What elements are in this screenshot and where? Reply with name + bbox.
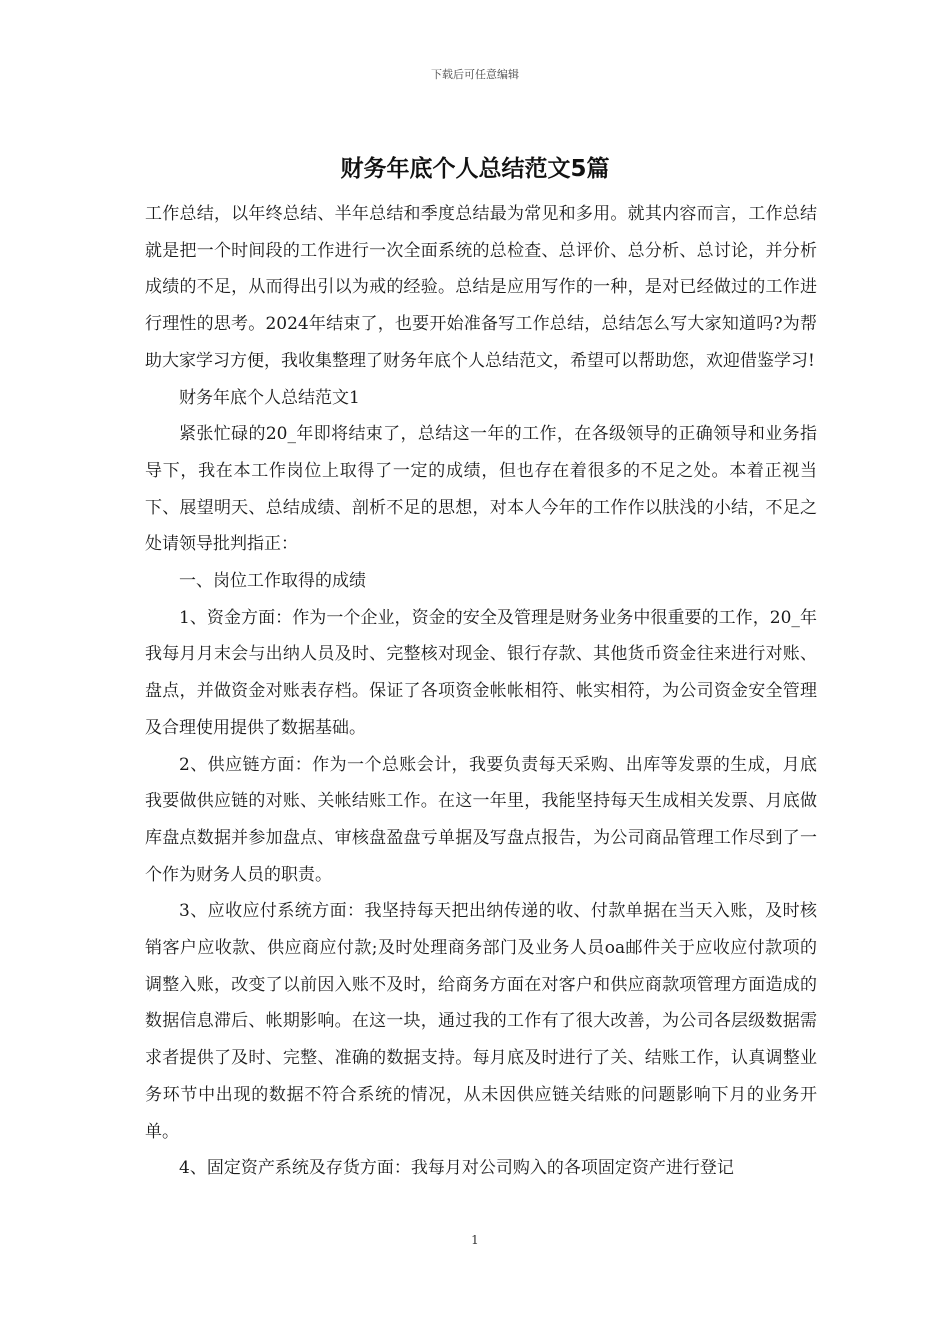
header-note: 下载后可任意编辑 (431, 68, 519, 81)
subsection-heading: 一、岗位工作取得的成绩 (179, 571, 366, 592)
document-title: 财务年底个人总结范文5篇 (340, 156, 610, 182)
body-paragraph: 3、应收应付系统方面：我坚持每天把出纳传递的收、付款单据在当天入账，及时核销客户应收款、供应商应付款;及时处理商务部门及业务人员oa邮件关于应收应付款项的调整入账，改变了以前因入账不及时，给商务方面在对客户和供应商款项管理方面造成的数据信息滞后、帐期影响。在这一块，通过我的工作有了很大改善，为公司各层级数据需求者提供了及时、完整、准确的数据支持。每月底及时进行了关、结账工作，认真调整业务环节中出现的数据不符合系统的情况，从未因供应链关结账的问题影响下月的业务开单。 (145, 901, 817, 1142)
body-paragraph: 2、供应链方面：作为一个总账会计，我要负责每天采购、出库等发票的生成，月底我要做供应链的对账、关帐结账工作。在这一年里，我能坚持每天生成相关发票、月底做库盘点数据并参加盘点、审核盘盈盘亏单据及写盘点报告，为公司商品管理工作尽到了一个作为财务人员的职责。 (145, 754, 817, 885)
body-paragraph: 1、资金方面：作为一个企业，资金的安全及管理是财务业务中很重要的工作，20_年我每月月末会与出纳人员及时、完整核对现金、银行存款、其他货币资金往来进行对账、盘点，并做资金对账表存档。保证了各项资金帐帐相符、帐实相符，为公司资金安全管理及合理使用提供了数据基础。 (145, 607, 817, 738)
body-paragraph: 4、固定资产系统及存货方面：我每月对公司购入的各项固定资产进行登记 (179, 1158, 734, 1179)
page-number: 1 (471, 1233, 479, 1247)
body-paragraph: 紧张忙碌的20_年即将结束了，总结这一年的工作，在各级领导的正确领导和业务指导下，我在本工作岗位上取得了一定的成绩，但也存在着很多的不足之处。本着正视当下、展望明天、总结成绩、剖析不足的思想，对本人今年的工作作以肤浅的小结，不足之处请领导批判指正： (145, 424, 817, 555)
section-heading: 财务年底个人总结范文1 (179, 387, 360, 408)
document-body (145, 196, 817, 1187)
intro-paragraph: 工作总结，以年终总结、半年总结和季度总结最为常见和多用。就其内容而言，工作总结就是把一个时间段的工作进行一次全面系统的总检查、总评价、总分析、总讨论，并分析成绩的不足，从而得出引以为戒的经验。总结是应用写作的一种，是对已经做过的工作进行理性的思考。2024年结束了，也要开始准备写工作总结，总结怎么写大家知道吗?为帮助大家学习方便，我收集整理了财务年底个人总结范文，希望可以帮助您，欢迎借鉴学习! (145, 204, 817, 371)
